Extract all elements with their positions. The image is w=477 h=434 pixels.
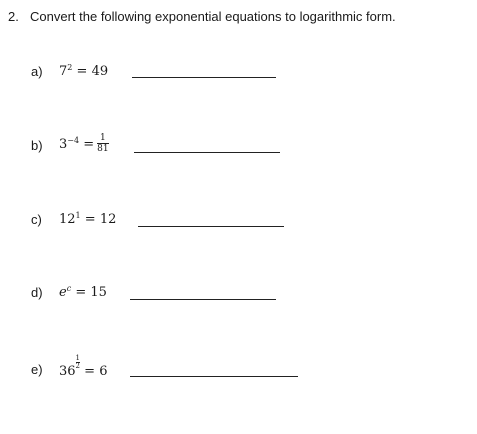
equation-exponent: 2 [67, 63, 73, 72]
equation-result: 15 [90, 285, 107, 300]
equation-result: 6 [99, 364, 108, 379]
answer-blank-e[interactable] [130, 376, 298, 377]
item-letter: c) [31, 212, 42, 227]
equation [59, 134, 109, 155]
equation-fraction [97, 133, 108, 154]
equation-equals: = [75, 285, 87, 300]
equation-exponent: 1 [75, 211, 81, 220]
item-letter: e) [31, 362, 43, 377]
answer-blank-c[interactable] [138, 226, 284, 227]
equation [59, 212, 116, 227]
question-text: Convert the following exponential equations to logarithmic form. [30, 9, 396, 24]
equation-exponent: −4 [67, 136, 80, 145]
exponent-numerator: 1 [75, 354, 81, 362]
equation-equals: = [76, 64, 88, 79]
equation-base: 3 [59, 137, 68, 152]
question-number: 2. [8, 9, 19, 24]
equation [59, 285, 107, 300]
equation-equals: = [84, 212, 96, 227]
equation-result: 49 [91, 64, 109, 79]
equation-base: 12 [59, 212, 76, 227]
answer-blank-a[interactable] [132, 77, 276, 78]
equation-base: 7 [59, 64, 68, 79]
equation-base: e [59, 285, 67, 300]
fraction-denominator: 81 [97, 144, 109, 154]
answer-blank-b[interactable] [134, 152, 280, 153]
equation-equals: = [84, 364, 96, 379]
item-letter: d) [31, 285, 43, 300]
equation-exponent: c [66, 284, 72, 293]
equation-base: 36 [59, 364, 76, 379]
fraction-numerator: 1 [97, 133, 108, 144]
equation-equals: = [83, 137, 95, 152]
equation-result: 12 [99, 212, 117, 227]
equation [59, 64, 108, 79]
item-letter: b) [31, 138, 43, 153]
question-header [8, 9, 396, 24]
answer-blank-d[interactable] [130, 299, 276, 300]
equation-exponent-fraction [76, 355, 80, 370]
exponent-denominator: 2 [75, 362, 81, 370]
equation [59, 354, 108, 379]
item-letter: a) [31, 64, 43, 79]
